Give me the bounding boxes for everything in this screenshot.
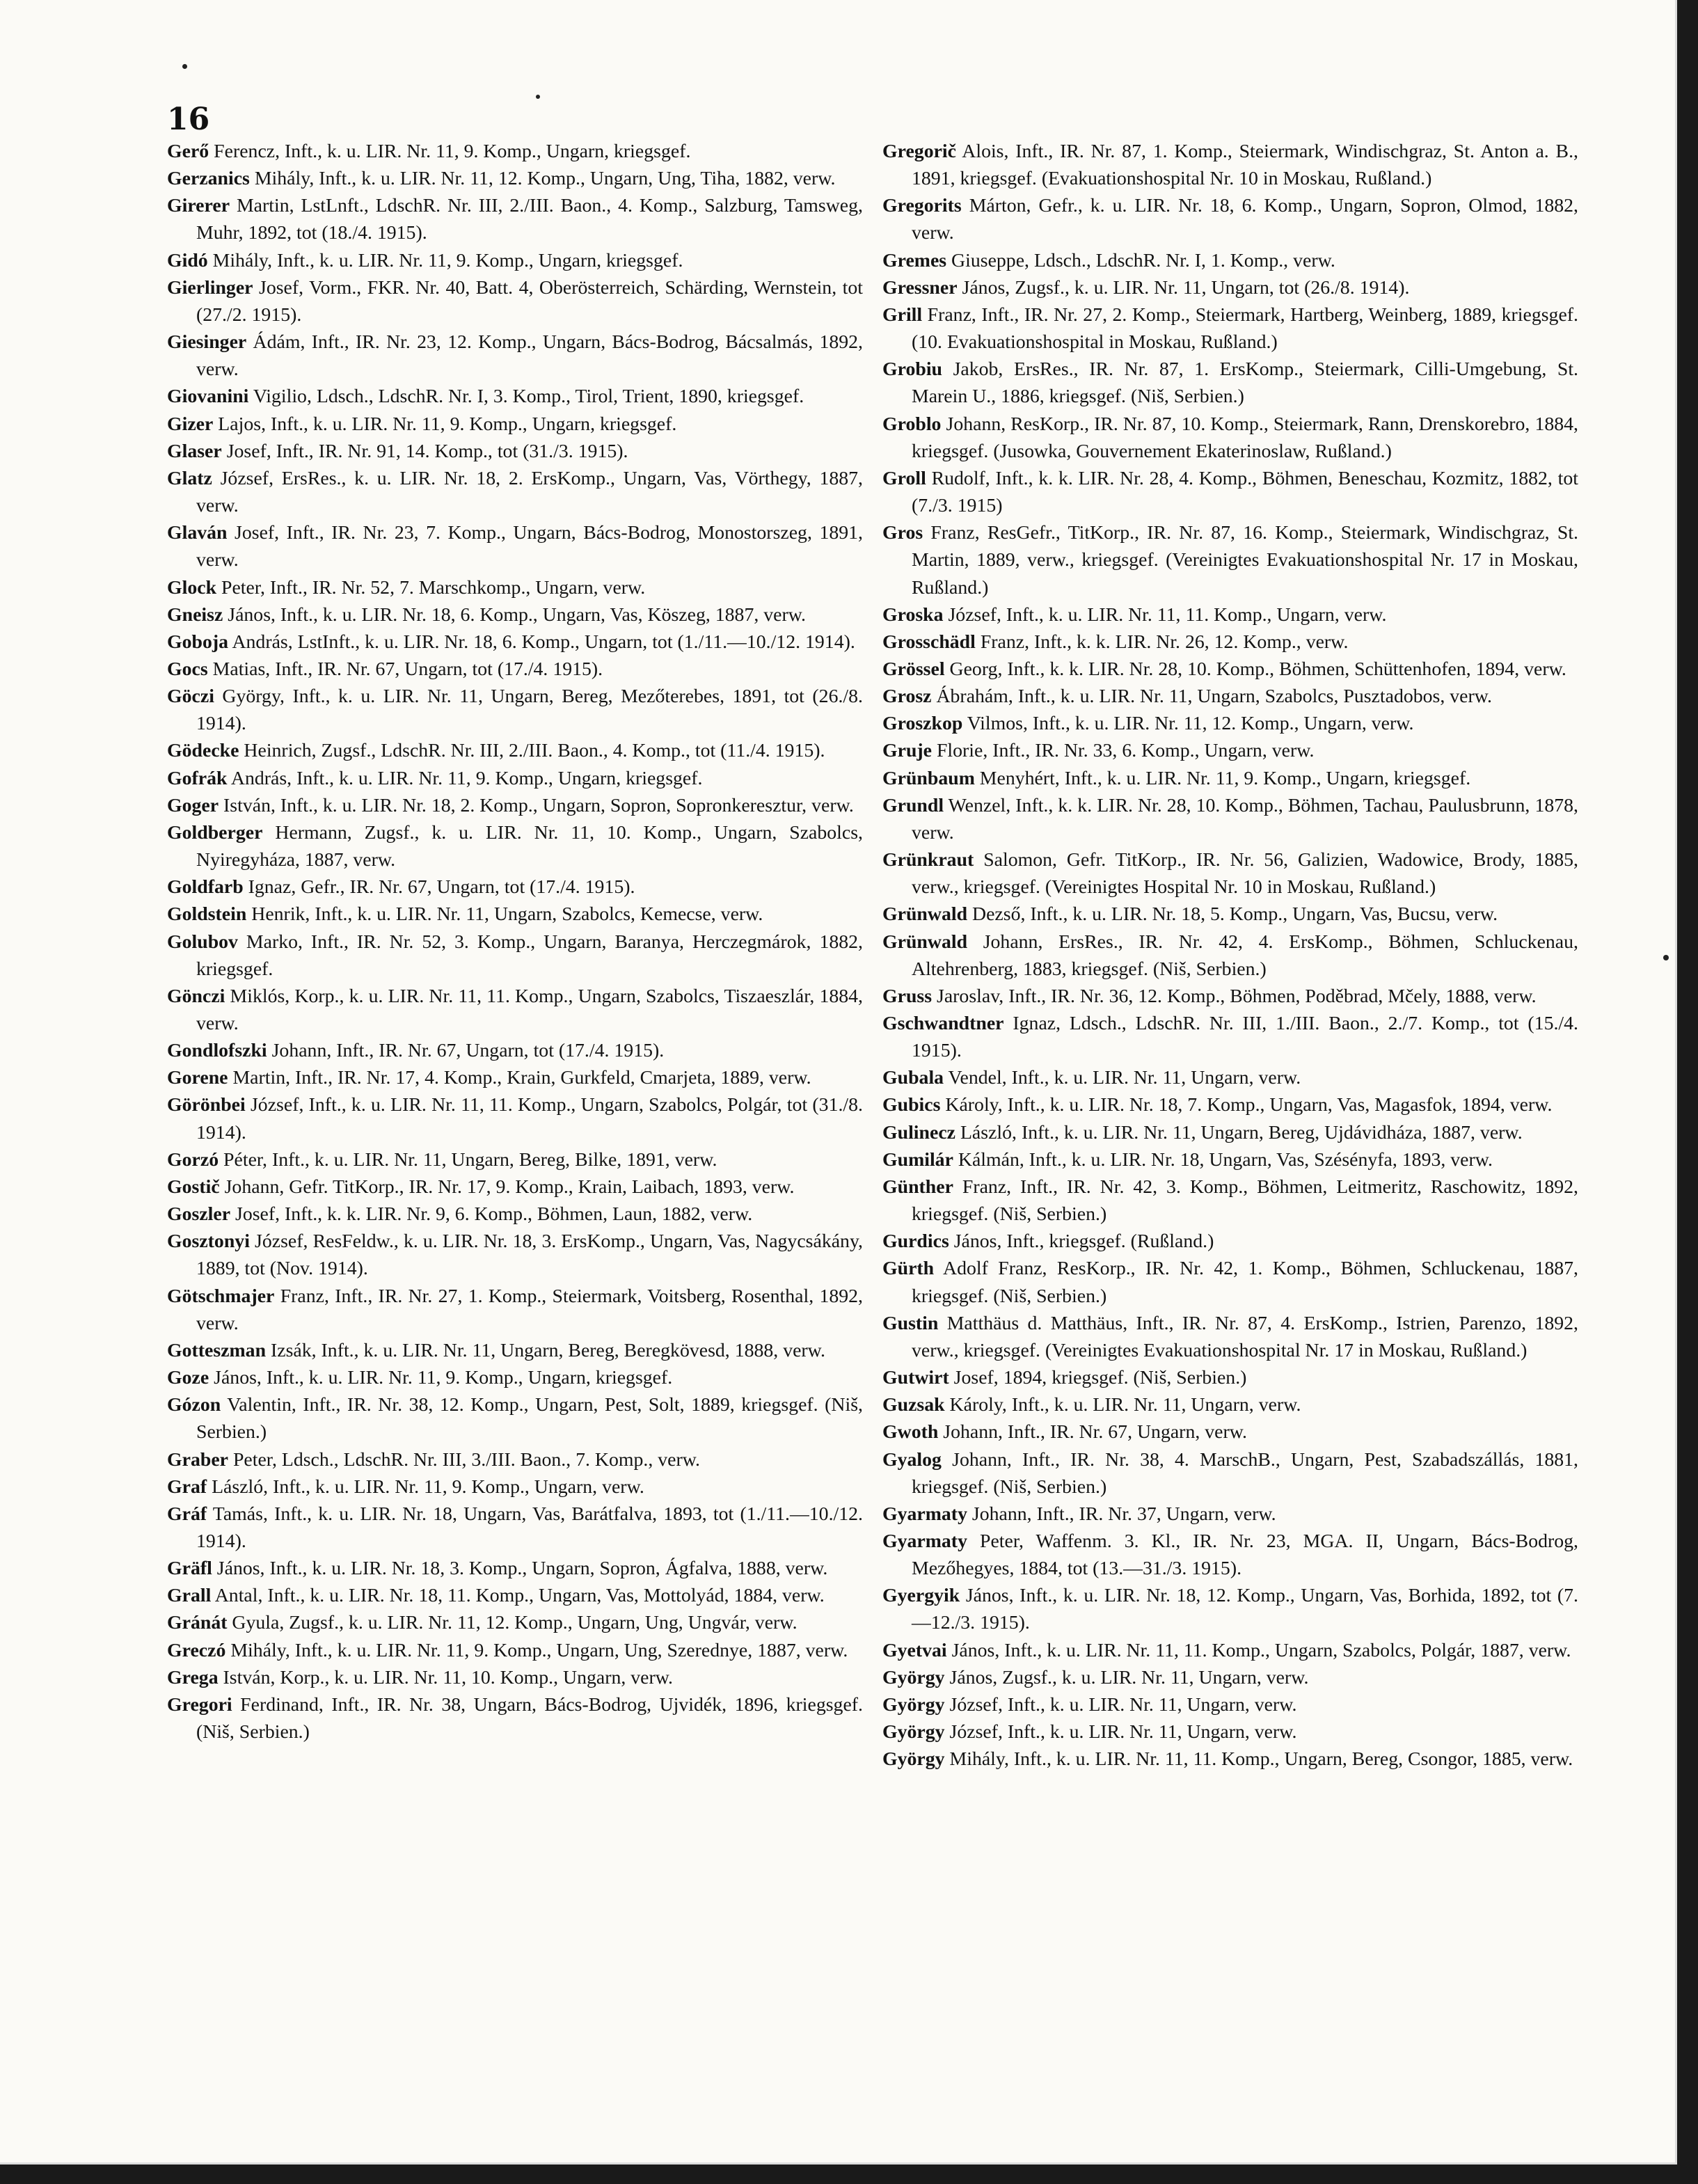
entry-details: Menyhért, Inft., k. u. LIR. Nr. 11, 9. Komp., Ungarn, kriegsgef. — [974, 767, 1471, 789]
entry-details: István, Korp., k. u. LIR. Nr. 11, 10. Komp., Ungarn, verw. — [218, 1666, 673, 1688]
entry-details: Marko, Inft., IR. Nr. 52, 3. Komp., Ungarn, Baranya, Herczegmárok, 1882, kriegsgef. — [196, 931, 863, 980]
entry-details: Salomon, Gefr. TitKorp., IR. Nr. 56, Galizien, Wadowice, Brody, 1885, verw., kriegsgef. (Vereinigtes Hospital Nr. 10 in Moskau, Rußland.) — [912, 849, 1578, 899]
entry-surname: Gubala — [882, 1067, 944, 1089]
right-column — [882, 138, 1578, 1773]
entry-surname: György — [882, 1748, 945, 1771]
entry-surname: Girerer — [167, 195, 230, 217]
entry-surname: Guzsak — [882, 1394, 945, 1416]
register-entry — [882, 1146, 1578, 1173]
entry-surname: Görönbei — [167, 1094, 246, 1116]
entry-surname: Goldfarb — [167, 876, 244, 899]
register-entry — [167, 1637, 863, 1664]
entry-details: Florie, Inft., IR. Nr. 33, 6. Komp., Ungarn, verw. — [932, 740, 1315, 762]
register-entry — [167, 1691, 863, 1746]
entry-surname: Gorzó — [167, 1148, 219, 1171]
entry-surname: Götschmajer — [167, 1285, 275, 1307]
entry-details: Franz, ResGefr., TitKorp., IR. Nr. 87, 16. Komp., Steiermark, Windischgraz, St. Martin, 1889, verw., kriegsgef. (Vereinigtes Evakuationshospital Nr. 17 in Moskau, Rußland.) — [912, 522, 1578, 599]
register-entry — [882, 1718, 1578, 1746]
entry-surname: Goldstein — [167, 903, 247, 926]
register-entry — [882, 1064, 1578, 1091]
register-entry — [882, 1691, 1578, 1718]
entry-surname: Gofrák — [167, 767, 228, 789]
entry-details: Mihály, Inft., k. u. LIR. Nr. 11, 9. Komp., Ungarn, Ung, Szerednye, 1887, verw. — [225, 1639, 848, 1661]
entry-surname: Gyalog — [882, 1448, 942, 1471]
entry-surname: Gizer — [167, 413, 214, 435]
register-entry — [167, 1391, 863, 1446]
register-entry — [167, 574, 863, 601]
entry-details: Antal, Inft., k. u. LIR. Nr. 18, 11. Komp., Ungarn, Vas, Mottolyád, 1884, verw. — [211, 1585, 825, 1607]
entry-surname: Göczi — [167, 686, 214, 708]
register-entry — [167, 792, 863, 819]
entry-details: Peter, Waffenm. 3. Kl., IR. Nr. 23, MGA. II, Ungarn, Bács-Bodrog, Mezőhegyes, 1884, tot (13.—31./3. 1915). — [912, 1530, 1578, 1580]
entry-details: Rudolf, Inft., k. k. LIR. Nr. 28, 4. Komp., Böhmen, Beneschau, Kozmitz, 1882, tot (7./3. 1915) — [912, 467, 1578, 517]
register-entry — [167, 1064, 863, 1091]
entry-surname: Gressner — [882, 276, 958, 299]
entry-details: János, Zugsf., k. u. LIR. Nr. 11, Ungarn, verw. — [944, 1666, 1309, 1688]
register-entry — [882, 737, 1578, 764]
entry-details: Ignaz, Gefr., IR. Nr. 67, Ungarn, tot (17./4. 1915). — [243, 876, 635, 899]
entry-surname: Grill — [882, 303, 923, 326]
entry-details: Miklós, Korp., k. u. LIR. Nr. 11, 11. Komp., Ungarn, Szabolcs, Tiszaeszlár, 1884, verw. — [196, 985, 863, 1034]
entry-surname: Gierlinger — [167, 276, 253, 299]
entry-details: János, Inft., kriegsgef. (Rußland.) — [949, 1231, 1214, 1253]
entry-details: József, Inft., k. u. LIR. Nr. 11, 11. Komp., Ungarn, verw. — [943, 603, 1387, 626]
entry-surname: Gulinecz — [882, 1121, 955, 1144]
entry-details: Tamás, Inft., k. u. LIR. Nr. 18, Ungarn, Vas, Barátfalva, 1893, tot (1./11.—10./12. 1914). — [196, 1503, 863, 1552]
entry-surname: Gózon — [167, 1394, 221, 1416]
entry-surname: Grössel — [882, 658, 945, 680]
register-entry — [882, 519, 1578, 601]
entry-surname: Grosz — [882, 686, 932, 708]
entry-details: Johann, Inft., IR. Nr. 38, 4. MarschB., Ungarn, Pest, Szabadszállás, 1881, kriegsgef. (Niš, Serbien.) — [912, 1448, 1578, 1498]
entry-details: Franz, Inft., IR. Nr. 27, 2. Komp., Steiermark, Hartberg, Weinberg, 1889, kriegsgef. (10. Evakuationshospital in Moskau, Rußland.) — [912, 303, 1578, 354]
entry-details: Ferencz, Inft., k. u. LIR. Nr. 11, 9. Komp., Ungarn, kriegsgef. — [209, 141, 691, 162]
entry-details: Alois, Inft., IR. Nr. 87, 1. Komp., Steiermark, Windischgraz, St. Anton a. B., 1891, kriegsgef. (Evakuationshospital Nr. 10 in Moskau, Rußland.) — [912, 141, 1578, 190]
entry-details: Ignaz, Ldsch., LdschR. Nr. III, 1./III. Baon., 2./7. Komp., tot (15./4. 1915). — [912, 1013, 1578, 1062]
entry-surname: Grobiu — [882, 358, 942, 381]
entry-details: András, LstInft., k. u. LIR. Nr. 18, 6. Komp., Ungarn, tot (1./11.—10./12. 1914). — [228, 631, 855, 653]
entry-surname: Grünkraut — [882, 849, 974, 871]
entry-details: György, Inft., k. u. LIR. Nr. 11, Ungarn, Bereg, Mezőterebes, 1891, tot (26./8. 1914). — [196, 686, 863, 735]
register-entry — [882, 1501, 1578, 1528]
page-number: 16 — [167, 102, 210, 137]
register-entry — [167, 928, 863, 983]
entry-surname: Gürth — [882, 1258, 935, 1280]
entry-surname: Grünwald — [882, 931, 968, 953]
entry-details: Jakob, ErsRes., IR. Nr. 87, 1. ErsKomp., Steiermark, Cilli-Umgebung, St. Marein U., 1886, kriegsgef. (Niš, Serbien.) — [912, 358, 1578, 408]
entry-surname: Grall — [167, 1585, 212, 1607]
entry-surname: Goszler — [167, 1203, 231, 1226]
entry-details: Wenzel, Inft., k. k. LIR. Nr. 28, 10. Komp., Böhmen, Tachau, Paulusbrunn, 1878, verw. — [912, 794, 1578, 844]
entry-details: József, Inft., k. u. LIR. Nr. 11, Ungarn, verw. — [944, 1721, 1297, 1743]
entry-details: Giuseppe, Ldsch., LdschR. Nr. I, 1. Komp., verw. — [946, 249, 1335, 271]
entry-surname: Gerő — [167, 141, 209, 162]
register-entry — [882, 792, 1578, 846]
entry-surname: Gönczi — [167, 985, 225, 1007]
register-entry — [882, 1528, 1578, 1582]
entry-surname: Gostič — [167, 1176, 220, 1198]
entry-surname: Gutwirt — [882, 1367, 949, 1389]
entry-surname: Giovanini — [167, 386, 249, 408]
register-entry — [167, 165, 863, 192]
entry-details: Dezső, Inft., k. u. LIR. Nr. 18, 5. Komp., Ungarn, Vas, Bucsu, verw. — [967, 903, 1498, 926]
entry-details: Georg, Inft., k. k. LIR. Nr. 28, 10. Komp., Böhmen, Schüttenhofen, 1894, verw. — [944, 658, 1566, 680]
entry-details: László, Inft., k. u. LIR. Nr. 11, 9. Komp., Ungarn, verw. — [207, 1475, 644, 1498]
entry-details: Lajos, Inft., k. u. LIR. Nr. 11, 9. Komp., Ungarn, kriegsgef. — [213, 413, 677, 435]
entry-surname: Gránát — [167, 1612, 228, 1634]
register-entry — [167, 1555, 863, 1582]
entry-surname: Gräfl — [167, 1558, 212, 1580]
entry-details: Márton, Gefr., k. u. LIR. Nr. 18, 6. Komp., Ungarn, Sopron, Olmod, 1882, verw. — [912, 195, 1578, 244]
entry-details: Valentin, Inft., IR. Nr. 38, 12. Komp., Ungarn, Pest, Solt, 1889, kriegsgef. (Niš, Serbien.) — [196, 1394, 863, 1443]
register-entry — [167, 1473, 863, 1501]
entry-surname: György — [882, 1693, 945, 1716]
entry-details: János, Inft., k. u. LIR. Nr. 18, 6. Komp., Ungarn, Vas, Köszeg, 1887, verw. — [223, 603, 806, 626]
entry-surname: Glock — [167, 576, 217, 599]
entry-surname: Goldberger — [167, 821, 263, 844]
entry-surname: Gráf — [167, 1503, 207, 1525]
entry-details: László, Inft., k. u. LIR. Nr. 11, Ungarn, Bereg, Ujdávidháza, 1887, verw. — [955, 1121, 1523, 1144]
entry-surname: György — [882, 1666, 945, 1688]
entry-surname: Gneisz — [167, 603, 223, 626]
entry-details: Vilmos, Inft., k. u. LIR. Nr. 11, 12. Komp., Ungarn, verw. — [962, 713, 1414, 735]
entry-details: Jaroslav, Inft., IR. Nr. 36, 12. Komp., Böhmen, Poděbrad, Mčely, 1888, verw. — [932, 985, 1537, 1007]
print-speck — [1663, 955, 1669, 960]
entry-surname: Gödecke — [167, 740, 239, 762]
entry-surname: Graber — [167, 1448, 228, 1471]
entry-surname: Goze — [167, 1367, 209, 1389]
entry-details: Ferdinand, Inft., IR. Nr. 38, Ungarn, Bács-Bodrog, Ujvidék, 1896, kriegsgef. (Niš, Serbien.) — [196, 1693, 863, 1743]
entry-details: Johann, Inft., IR. Nr. 67, Ungarn, verw. — [938, 1421, 1247, 1443]
register-entry — [167, 1201, 863, 1228]
register-entry — [882, 247, 1578, 274]
entry-details: Johann, Gefr. TitKorp., IR. Nr. 17, 9. Komp., Krain, Laibach, 1893, verw. — [219, 1176, 795, 1198]
entry-surname: Grundl — [882, 794, 944, 816]
register-entry — [882, 1664, 1578, 1691]
register-entry — [167, 1091, 863, 1146]
entry-surname: Glaván — [167, 522, 228, 544]
register-entry — [882, 683, 1578, 710]
entry-details: Matias, Inft., IR. Nr. 67, Ungarn, tot (17./4. 1915). — [207, 658, 603, 680]
register-entry — [882, 901, 1578, 928]
entry-details: Peter, Inft., IR. Nr. 52, 7. Marschkomp., Ungarn, verw. — [216, 576, 646, 599]
entry-surname: Gruje — [882, 740, 933, 762]
register-entry — [167, 1037, 863, 1064]
register-entry — [167, 765, 863, 792]
entry-surname: Grosschädl — [882, 631, 976, 653]
register-entry — [882, 192, 1578, 246]
register-entry — [167, 383, 863, 410]
register-entry — [882, 656, 1578, 683]
entry-surname: Graf — [167, 1475, 207, 1498]
entry-details: Johann, Inft., IR. Nr. 37, Ungarn, verw. — [967, 1503, 1276, 1525]
entry-surname: Gregorits — [882, 195, 962, 217]
register-entry — [882, 928, 1578, 983]
register-entry — [882, 301, 1578, 356]
entry-surname: Gyergyik — [882, 1585, 960, 1607]
entry-surname: Golubov — [167, 931, 238, 953]
register-entry — [167, 656, 863, 683]
entry-surname: Gschwandtner — [882, 1013, 1004, 1034]
register-entry — [882, 465, 1578, 519]
entry-surname: Gidó — [167, 249, 208, 271]
register-entry — [882, 356, 1578, 410]
register-entry — [167, 628, 863, 656]
register-entry — [882, 1582, 1578, 1636]
entry-surname: Gyarmaty — [882, 1530, 967, 1552]
entry-surname: Gyetvai — [882, 1639, 947, 1661]
entry-surname: Gurdics — [882, 1231, 949, 1253]
entry-details: Franz, Inft., IR. Nr. 42, 3. Komp., Böhmen, Leitmeritz, Raschowitz, 1892, kriegsgef. (Niš, Serbien.) — [912, 1176, 1578, 1226]
entry-surname: Groszkop — [882, 713, 963, 735]
entry-details: Gyula, Zugsf., k. u. LIR. Nr. 11, 12. Komp., Ungarn, Ung, Ungvár, verw. — [227, 1612, 798, 1634]
entry-surname: Gocs — [167, 658, 208, 680]
register-entry — [167, 1664, 863, 1691]
entry-surname: Gustin — [882, 1312, 939, 1334]
entry-surname: Glatz — [167, 467, 212, 489]
register-entry — [167, 1337, 863, 1364]
register-entry — [167, 1501, 863, 1555]
register-entry — [882, 1746, 1578, 1773]
entry-details: Josef, 1894, kriegsgef. (Niš, Serbien.) — [949, 1367, 1247, 1389]
entry-surname: Gorene — [167, 1067, 228, 1089]
entry-details: Heinrich, Zugsf., LdschR. Nr. III, 2./III. Baon., 4. Komp., tot (11./4. 1915). — [239, 740, 825, 762]
entry-details: József, Inft., k. u. LIR. Nr. 11, Ungarn, verw. — [944, 1693, 1297, 1716]
entry-surname: Gwoth — [882, 1421, 939, 1443]
register-entry — [167, 901, 863, 928]
register-entry — [882, 1418, 1578, 1446]
register-entry — [167, 737, 863, 764]
register-entry — [167, 983, 863, 1037]
entry-details: Josef, Inft., k. k. LIR. Nr. 9, 6. Komp., Böhmen, Laun, 1882, verw. — [230, 1203, 753, 1226]
entry-surname: György — [882, 1721, 945, 1743]
entry-details: János, Inft., k. u. LIR. Nr. 11, 11. Komp., Ungarn, Szabolcs, Polgár, 1887, verw. — [946, 1639, 1571, 1661]
register-entry — [167, 411, 863, 438]
entry-details: Mihály, Inft., k. u. LIR. Nr. 11, 9. Komp., Ungarn, kriegsgef. — [207, 249, 683, 271]
register-entry — [882, 1391, 1578, 1418]
register-entry — [167, 1228, 863, 1282]
register-entry — [882, 1173, 1578, 1228]
entry-surname: Giesinger — [167, 331, 247, 354]
entry-details: Martin, Inft., IR. Nr. 17, 4. Komp., Krain, Gurkfeld, Cmarjeta, 1889, verw. — [228, 1067, 811, 1089]
entry-surname: Grünbaum — [882, 767, 975, 789]
entry-details: Mihály, Inft., k. u. LIR. Nr. 11, 12. Komp., Ungarn, Ung, Tiha, 1882, verw. — [249, 168, 836, 190]
register-entry — [882, 1091, 1578, 1118]
entry-details: Ádám, Inft., IR. Nr. 23, 12. Komp., Ungarn, Bács-Bodrog, Bácsalmás, 1892, verw. — [196, 331, 863, 381]
left-column — [167, 138, 863, 1746]
register-entry — [882, 983, 1578, 1010]
entry-details: András, Inft., k. u. LIR. Nr. 11, 9. Komp., Ungarn, kriegsgef. — [227, 767, 703, 789]
register-entry — [882, 1010, 1578, 1064]
entry-surname: Gerzanics — [167, 168, 250, 190]
register-entry — [167, 519, 863, 573]
entry-details: Johann, ResKorp., IR. Nr. 87, 10. Komp., Steiermark, Rann, Drenskorebro, 1884, kriegsgef. (Jusowka, Gouvernement Ekaterinoslaw, Rußland.) — [912, 413, 1578, 462]
entry-details: Josef, Inft., IR. Nr. 23, 7. Komp., Ungarn, Bács-Bodrog, Monostorszeg, 1891, verw. — [196, 522, 863, 571]
entry-surname: Greczó — [167, 1639, 226, 1661]
entry-details: Franz, Inft., k. k. LIR. Nr. 26, 12. Komp., verw. — [975, 631, 1349, 653]
register-entry — [882, 710, 1578, 737]
register-entry — [167, 819, 863, 873]
register-entry — [167, 329, 863, 383]
register-entry — [882, 1637, 1578, 1664]
entry-surname: Grünwald — [882, 903, 968, 926]
entry-surname: Gubics — [882, 1094, 941, 1116]
entry-surname: Gros — [882, 522, 923, 544]
entry-details: Henrik, Inft., k. u. LIR. Nr. 11, Ungarn, Szabolcs, Kemecse, verw. — [246, 903, 763, 926]
entry-details: Károly, Inft., k. u. LIR. Nr. 18, 7. Komp., Ungarn, Vas, Magasfok, 1894, verw. — [940, 1094, 1553, 1116]
register-entry — [882, 138, 1578, 192]
entry-surname: Groska — [882, 603, 944, 626]
entry-surname: Goboja — [167, 631, 229, 653]
entry-details: József, Inft., k. u. LIR. Nr. 11, 11. Komp., Ungarn, Szabolcs, Polgár, tot (31./8. 1914). — [196, 1094, 863, 1144]
entry-surname: Gruss — [882, 985, 933, 1007]
entry-details: Péter, Inft., k. u. LIR. Nr. 11, Ungarn, Bereg, Bilke, 1891, verw. — [219, 1148, 717, 1171]
register-entry — [167, 138, 863, 165]
register-entry — [882, 765, 1578, 792]
register-entry — [167, 601, 863, 628]
entry-details: Johann, ErsRes., IR. Nr. 42, 4. ErsKomp., Böhmen, Schluckenau, Altehrenberg, 1883, kriegsgef. (Niš, Serbien.) — [912, 931, 1578, 980]
entry-details: Josef, Inft., IR. Nr. 91, 14. Komp., tot (31./3. 1915). — [221, 440, 628, 462]
register-entry — [167, 683, 863, 737]
entry-details: István, Inft., k. u. LIR. Nr. 18, 2. Komp., Ungarn, Sopron, Sopronkeresztur, verw. — [219, 794, 854, 816]
register-entry — [882, 628, 1578, 656]
entry-details: János, Inft., k. u. LIR. Nr. 18, 3. Komp., Ungarn, Sopron, Ágfalva, 1888, verw. — [212, 1558, 828, 1580]
entry-surname: Goger — [167, 794, 219, 816]
print-speck — [182, 64, 187, 69]
entry-details: Josef, Vorm., FKR. Nr. 40, Batt. 4, Oberösterreich, Schärding, Wernstein, tot (27./2. 1915). — [196, 276, 863, 326]
register-entry — [167, 1582, 863, 1609]
entry-surname: Günther — [882, 1176, 953, 1198]
entry-surname: Groll — [882, 467, 926, 489]
entry-details: Károly, Inft., k. u. LIR. Nr. 11, Ungarn, verw. — [944, 1394, 1301, 1416]
entry-details: Martin, LstLnft., LdschR. Nr. III, 2./III. Baon., 4. Komp., Salzburg, Tamsweg, Muhr, 1892, tot (18./4. 1915). — [196, 195, 863, 244]
register-entry — [882, 1228, 1578, 1255]
register-entry — [167, 1283, 863, 1337]
entry-details: Hermann, Zugsf., k. u. LIR. Nr. 11, 10. Komp., Ungarn, Szabolcs, Nyiregyháza, 1887, verw. — [196, 821, 863, 871]
entry-details: János, Inft., k. u. LIR. Nr. 18, 12. Komp., Ungarn, Vas, Borhida, 1892, tot (7.—12./3. 1915). — [912, 1585, 1578, 1634]
entry-surname: Gosztonyi — [167, 1231, 250, 1253]
entry-details: Ábrahám, Inft., k. u. LIR. Nr. 11, Ungarn, Szabolcs, Pusztadobos, verw. — [931, 686, 1492, 708]
entry-surname: Glaser — [167, 440, 222, 462]
register-entry — [167, 1173, 863, 1201]
register-entry — [882, 601, 1578, 628]
entry-details: János, Zugsf., k. u. LIR. Nr. 11, Ungarn, tot (26./8. 1914). — [957, 276, 1410, 299]
entry-details: Johann, Inft., IR. Nr. 67, Ungarn, tot (17./4. 1915). — [267, 1040, 665, 1062]
entry-surname: Gremes — [882, 249, 947, 271]
register-entry — [882, 1119, 1578, 1146]
entry-details: József, ErsRes., k. u. LIR. Nr. 18, 2. ErsKomp., Ungarn, Vas, Vörthegy, 1887, verw. — [196, 467, 863, 517]
entry-details: Peter, Ldsch., LdschR. Nr. III, 3./III. Baon., 7. Komp., verw. — [228, 1448, 700, 1471]
register-entry — [167, 438, 863, 465]
register-entry — [882, 1310, 1578, 1364]
entry-surname: Gumilár — [882, 1148, 953, 1171]
register-entry — [167, 873, 863, 901]
register-entry — [882, 1364, 1578, 1391]
register-entry — [167, 1446, 863, 1473]
register-entry — [167, 1364, 863, 1391]
register-entry — [882, 411, 1578, 465]
entry-details: Izsák, Inft., k. u. LIR. Nr. 11, Ungarn, Bereg, Beregkövesd, 1888, verw. — [266, 1339, 825, 1361]
register-entry — [882, 1255, 1578, 1309]
entry-details: József, ResFeldw., k. u. LIR. Nr. 18, 3. ErsKomp., Ungarn, Vas, Nagycsákány, 1889, tot (Nov. 1914). — [196, 1231, 863, 1280]
register-entry — [167, 1146, 863, 1173]
entry-details: Adolf Franz, ResKorp., IR. Nr. 42, 1. Komp., Böhmen, Schluckenau, 1887, kriegsgef. (Niš, Serbien.) — [912, 1258, 1578, 1307]
entry-surname: Gregorič — [882, 141, 956, 162]
entry-details: Matthäus d. Matthäus, Inft., IR. Nr. 87, 4. ErsKomp., Istrien, Parenzo, 1892, verw., kriegsgef. (Vereinigtes Evakuationshospital Nr. 17 in Moskau, Rußland.) — [912, 1312, 1578, 1361]
entry-surname: Groblo — [882, 413, 942, 435]
register-entry — [882, 274, 1578, 301]
register-entry — [167, 247, 863, 274]
register-entry — [882, 846, 1578, 901]
entry-surname: Gregori — [167, 1693, 232, 1716]
entry-details: Mihály, Inft., k. u. LIR. Nr. 11, 11. Komp., Ungarn, Bereg, Csongor, 1885, verw. — [944, 1748, 1573, 1771]
register-entry — [167, 1609, 863, 1636]
entry-details: Kálmán, Inft., k. u. LIR. Nr. 18, Ungarn, Vas, Szésényfa, 1893, verw. — [953, 1148, 1493, 1171]
entry-surname: Gotteszman — [167, 1339, 267, 1361]
register-entry — [882, 1446, 1578, 1501]
entry-details: Vendel, Inft., k. u. LIR. Nr. 11, Ungarn, verw. — [944, 1067, 1301, 1089]
register-entry — [167, 192, 863, 246]
entry-details: János, Inft., k. u. LIR. Nr. 11, 9. Komp., Ungarn, kriegsgef. — [209, 1367, 673, 1389]
entry-surname: Gyarmaty — [882, 1503, 967, 1525]
register-entry — [167, 274, 863, 329]
print-speck — [536, 95, 540, 99]
entry-details: Vigilio, Ldsch., LdschR. Nr. I, 3. Komp., Tirol, Trient, 1890, kriegsgef. — [248, 386, 804, 408]
entry-surname: Grega — [167, 1666, 219, 1688]
entry-details: Franz, Inft., IR. Nr. 27, 1. Komp., Steiermark, Voitsberg, Rosenthal, 1892, verw. — [196, 1285, 863, 1334]
register-entry — [167, 465, 863, 519]
entry-surname: Gondlofszki — [167, 1040, 267, 1062]
